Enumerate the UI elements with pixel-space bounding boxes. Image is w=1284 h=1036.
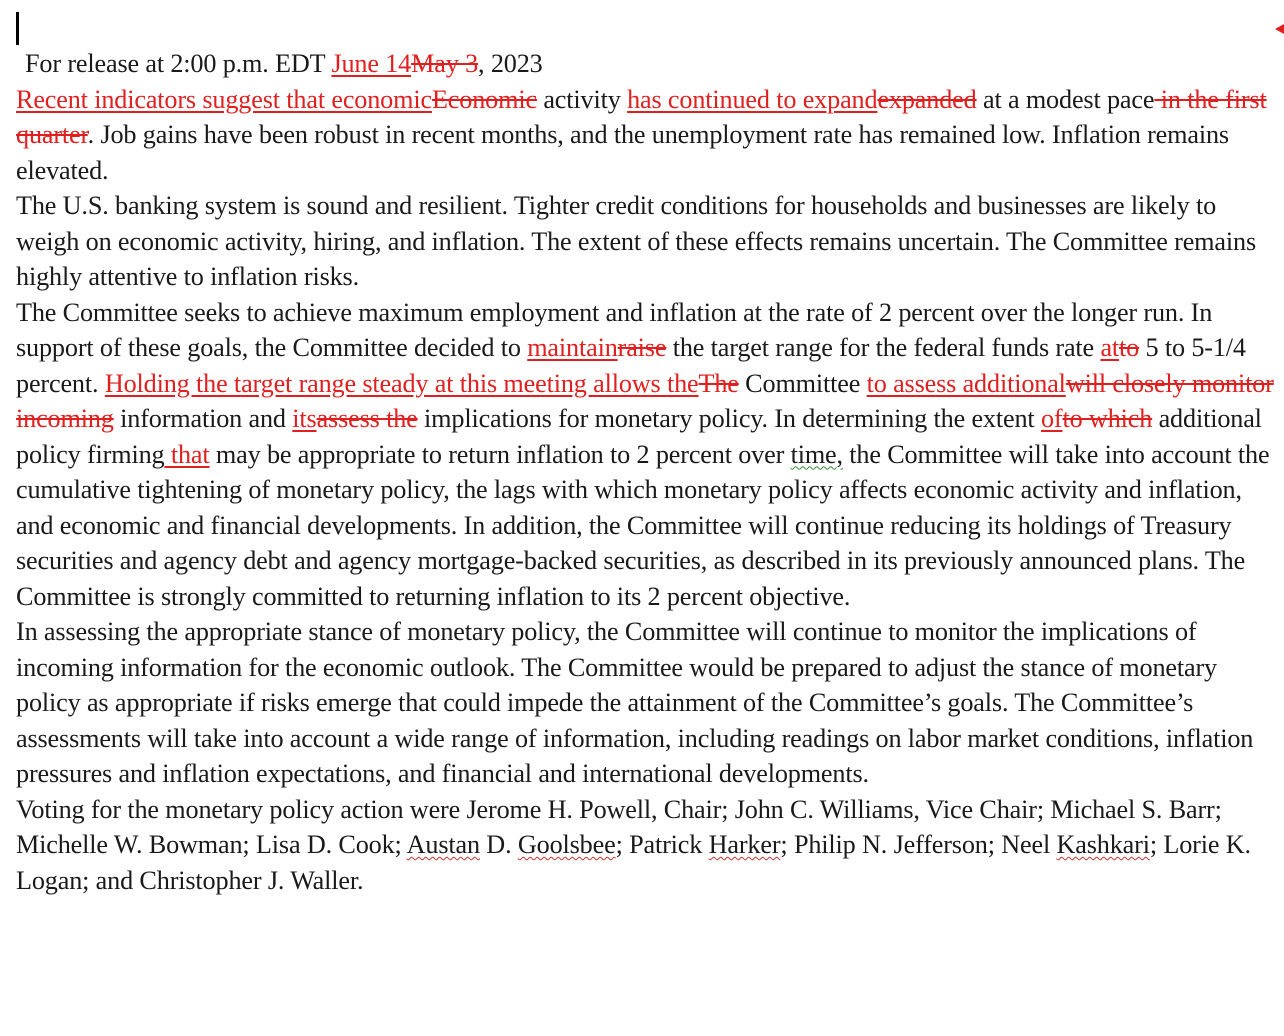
text-run: information and — [113, 404, 293, 433]
grammar-flag[interactable]: time, — [790, 439, 843, 469]
deleted-text: to which — [1062, 404, 1153, 433]
paragraph-banking-system: The U.S. banking system is sound and resilient. Tighter credit conditions for households and businesses are likely to weigh on economic activity, hiring, and inflation. The extent of these effects remains uncertain. The Committee remains highly attentive to inflation risks. — [16, 191, 1256, 291]
text-run: The Committee seeks to achieve maximum employment and inflation at the rate of 2 percent over the longer run. In support of these goals, the Committee decided to — [16, 297, 1213, 362]
inserted-text: to assess additional — [866, 368, 1066, 398]
deleted-text: to — [1119, 333, 1140, 362]
inserted-text: Holding the target range steady at this meeting allows the — [104, 368, 699, 398]
spelling-flag[interactable]: Goolsbee — [517, 830, 616, 859]
text-run: activity — [536, 84, 628, 114]
spelling-flag[interactable]: Austan — [406, 830, 480, 859]
release-prefix: For release at 2:00 p.m. EDT — [25, 49, 332, 78]
inserted-text: of — [1040, 404, 1063, 433]
text-run: additional policy firming — [16, 404, 1262, 469]
inserted-text: maintain — [527, 333, 618, 362]
inserted-text: Recent indicators suggest that economic — [16, 84, 432, 114]
inserted-text: its — [292, 404, 317, 433]
text-run: implications for monetary policy. In determining the extent — [417, 404, 1041, 433]
paragraph-voting — [16, 792, 1280, 899]
revision-arrow-icon[interactable] — [1275, 24, 1284, 34]
deleted-text: Economic — [431, 84, 537, 114]
deleted-text: in the first quarter — [16, 84, 1267, 149]
document-body[interactable] — [16, 46, 1280, 898]
text-run: . Job gains have been robust in recent months, and the unemployment rate has remained low. Inflation remains elevated. — [16, 120, 1229, 185]
deleted-text: May 3 — [411, 49, 479, 78]
text-run: Committee — [738, 368, 867, 398]
deleted-text: assess the — [316, 404, 418, 433]
text-run: may be appropriate to return inflation to 2 percent over — [209, 439, 791, 469]
text-run: 5 to 5-1/4 percent. — [16, 333, 1246, 398]
text-run: ; Patrick — [615, 830, 709, 859]
inserted-text: at — [1100, 333, 1120, 362]
deleted-text: expanded — [877, 84, 977, 114]
inserted-text: has continued to expand — [627, 84, 878, 114]
spelling-flag[interactable]: Harker — [708, 830, 781, 859]
spelling-flag[interactable]: Kashkari — [1056, 830, 1150, 859]
release-line — [16, 46, 1280, 82]
deleted-text: raise — [617, 333, 667, 362]
text-run: at a modest pace — [976, 84, 1155, 114]
text-run: the target range for the federal funds rate — [666, 333, 1101, 362]
paragraph-assessment: In assessing the appropriate stance of monetary policy, the Committee will continue to monitor the implications of incoming information for the economic outlook. The Committee would be prepared to adjust the stance of monetary policy as appropriate if risks emerge that could impede the attainment of the Committee’s goals. The Committee’s assessments will take into account a wide range of information, including readings on labor market conditions, inflation pressures and inflation expectations, and financial and international developments. — [16, 617, 1254, 788]
paragraph-policy-decision — [16, 295, 1280, 615]
text-run: ; Lorie K. Logan; and Christopher J. Waller. — [16, 830, 1251, 895]
text-run: D. — [479, 830, 518, 859]
deleted-text: The — [698, 368, 739, 398]
inserted-text: that — [164, 439, 210, 469]
inserted-text: June 14 — [331, 49, 412, 78]
release-suffix: , 2023 — [478, 49, 543, 78]
paragraph-economic-activity — [16, 82, 1280, 189]
text-run: ; Philip N. Jefferson; Neel — [780, 830, 1057, 859]
text-run: Voting for the monetary policy action were Jerome H. Powell, Chair; John C. Williams, Vice Chair; Michael S. Barr; Michelle W. Bowman; Lisa D. Cook; — [16, 794, 1222, 859]
text-run: the Committee will take into account the cumulative tightening of monetary policy, the lags with which monetary policy affects economic activity and inflation, and economic and financial developments. In addition, the Committee will continue reducing its holdings of Treasury securities and agency debt and agency mortgage-backed securities, as described in its previously announced plans. The Committee is strongly committed to returning inflation to its 2 percent objective. — [16, 439, 1270, 611]
text-cursor — [16, 12, 19, 45]
deleted-text: will closely monitor incoming — [16, 368, 1274, 433]
